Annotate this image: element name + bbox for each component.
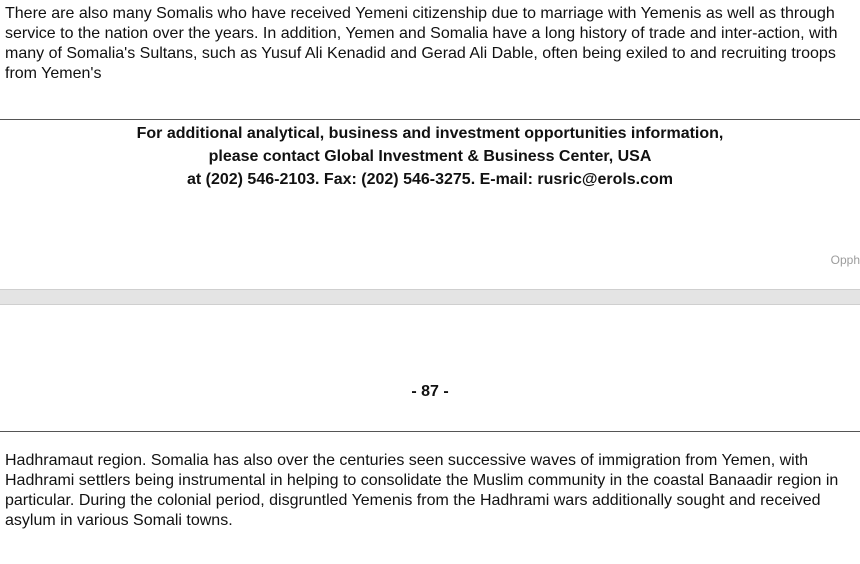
- contact-footer: [0, 122, 860, 191]
- footer-divider: [0, 119, 860, 120]
- page-number: - 87 -: [411, 383, 449, 400]
- page-separator: [0, 289, 860, 305]
- watermark-text: Opph: [830, 253, 860, 267]
- footer-line: For additional analytical, business and investment opportunities information,: [136, 125, 724, 142]
- footer-line: please contact Global Investment & Business Center, USA: [208, 148, 652, 165]
- body-paragraph-bottom: Hadhramaut region. Somalia has also over the centuries seen successive waves of immigration from Yemen, with Hadhrami settlers being instrumental in helping to consolidate the Muslim community in the coastal Banaadir region in particular. During the colonial period, disgruntled Yemenis from the Hadhrami wars additionally sought and received asylum in various Somali towns.: [5, 452, 839, 529]
- document-page-bottom: [0, 305, 860, 564]
- footer-line: at (202) 546-2103. Fax: (202) 546-3275. E-mail: rusric@erols.com: [186, 171, 674, 188]
- body-paragraph-top: There are also many Somalis who have received Yemeni citizenship due to marriage with Yemenis as well as through service to the nation over the years. In addition, Yemen and Somalia have a long history of trade and inter-action, with many of Somalia's Sultans, such as Yusuf Ali Kenadid and Gerad Ali Dable, often being exiled to and recruiting troops from Yemen's: [5, 5, 838, 82]
- header-divider: [0, 431, 860, 432]
